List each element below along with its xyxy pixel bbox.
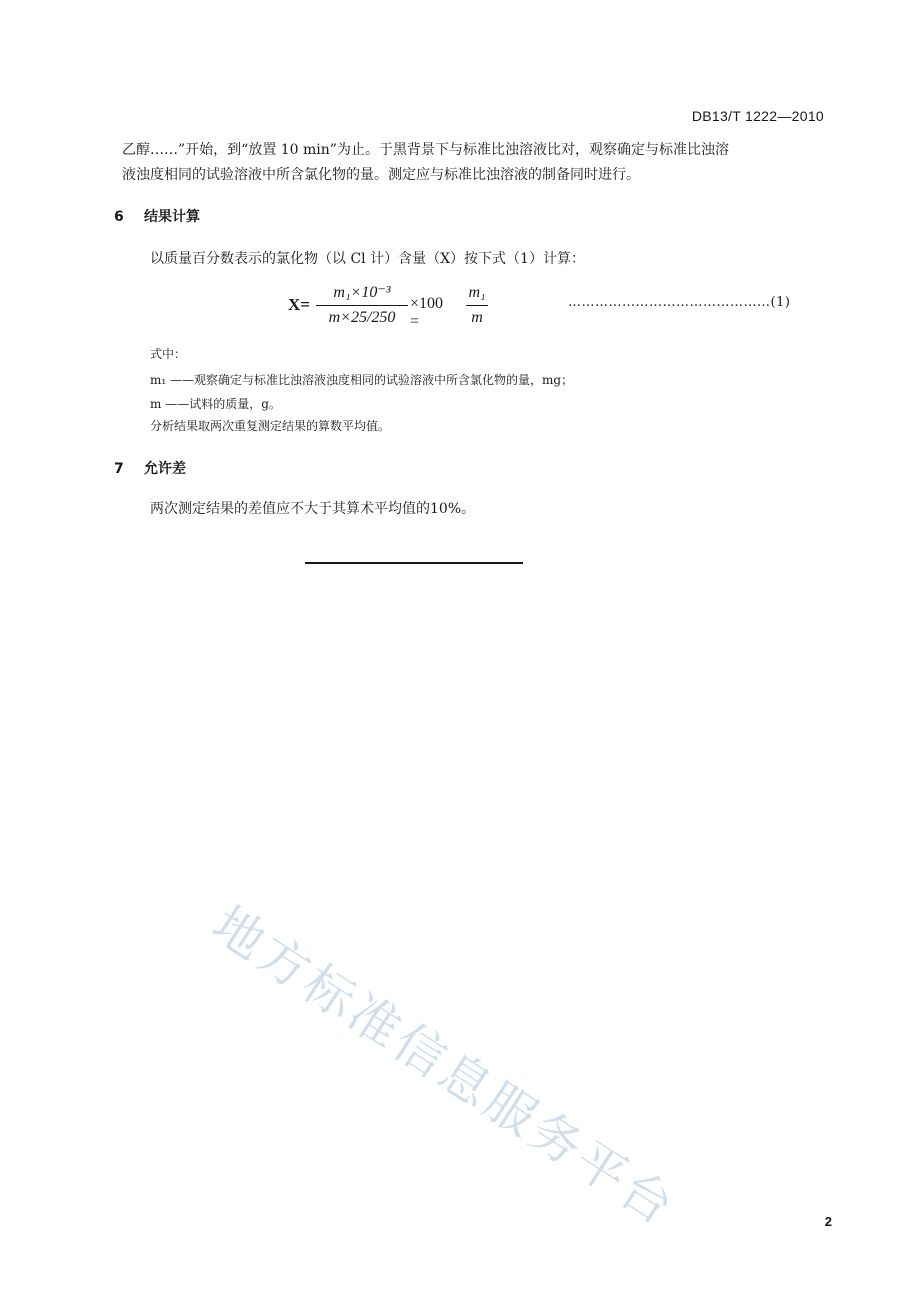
fraction-2-numerator: m₁ xyxy=(468,284,486,301)
section-6-title: 结果计算 xyxy=(144,209,200,225)
end-of-document-rule xyxy=(305,562,523,564)
document-code: DB13/T 1222—2010 xyxy=(691,108,824,124)
watermark: 地方标准信息服务平台 xyxy=(202,895,687,1238)
formula-number-leader xyxy=(568,295,818,310)
formula-leader-dots: ……………………………………… xyxy=(568,295,771,310)
section-7-title: 允许差 xyxy=(144,461,186,477)
fraction-1-denominator: m×25/250 xyxy=(328,309,396,326)
fraction-2-bar xyxy=(466,305,488,306)
formula-fraction-2 xyxy=(466,282,488,329)
where-label: 式中： xyxy=(150,347,187,361)
page-number: 2 xyxy=(824,1214,832,1229)
definition-m1: m₁ ——观察确定与标准比浊溶液浊度相同的试验溶液中所含氯化物的量，mg； xyxy=(150,373,574,387)
section-7-number: 7 xyxy=(114,461,124,477)
fraction-1-bar xyxy=(316,305,408,306)
formula-lhs: X= xyxy=(288,295,310,314)
intro-paragraph xyxy=(122,138,832,188)
formula-times-100: ×100 = xyxy=(410,295,444,330)
definition-m: m ——试料的质量，g。 xyxy=(150,397,281,411)
fraction-2-denominator: m xyxy=(471,309,483,326)
formula-equation-number: (1) xyxy=(770,295,791,310)
section-7-body: 两次测定结果的差值应不大于其算术平均值的10%。 xyxy=(150,501,476,517)
formula-fraction-1 xyxy=(316,282,408,329)
section-6-number: 6 xyxy=(114,209,124,225)
section-7-heading xyxy=(114,458,186,478)
intro-line-2: 液浊度相同的试验溶液中所含氯化物的量。测定应与标准比浊溶液的制备同时进行。 xyxy=(122,167,640,183)
intro-line-1: 乙醇……”开始，到“放置 10 min”为止。于黑背景下与标准比浊溶液比对，观察确定与标准比浊溶 xyxy=(122,142,729,158)
fraction-1-numerator: m₁×10⁻³ xyxy=(333,284,391,301)
section-6-heading xyxy=(114,206,200,226)
result-note: 分析结果取两次重复测定结果的算数平均值。 xyxy=(150,419,391,433)
section-6-lead: 以质量百分数表示的氯化物（以 Cl 计）含量（X）按下式（1）计算： xyxy=(150,251,585,267)
